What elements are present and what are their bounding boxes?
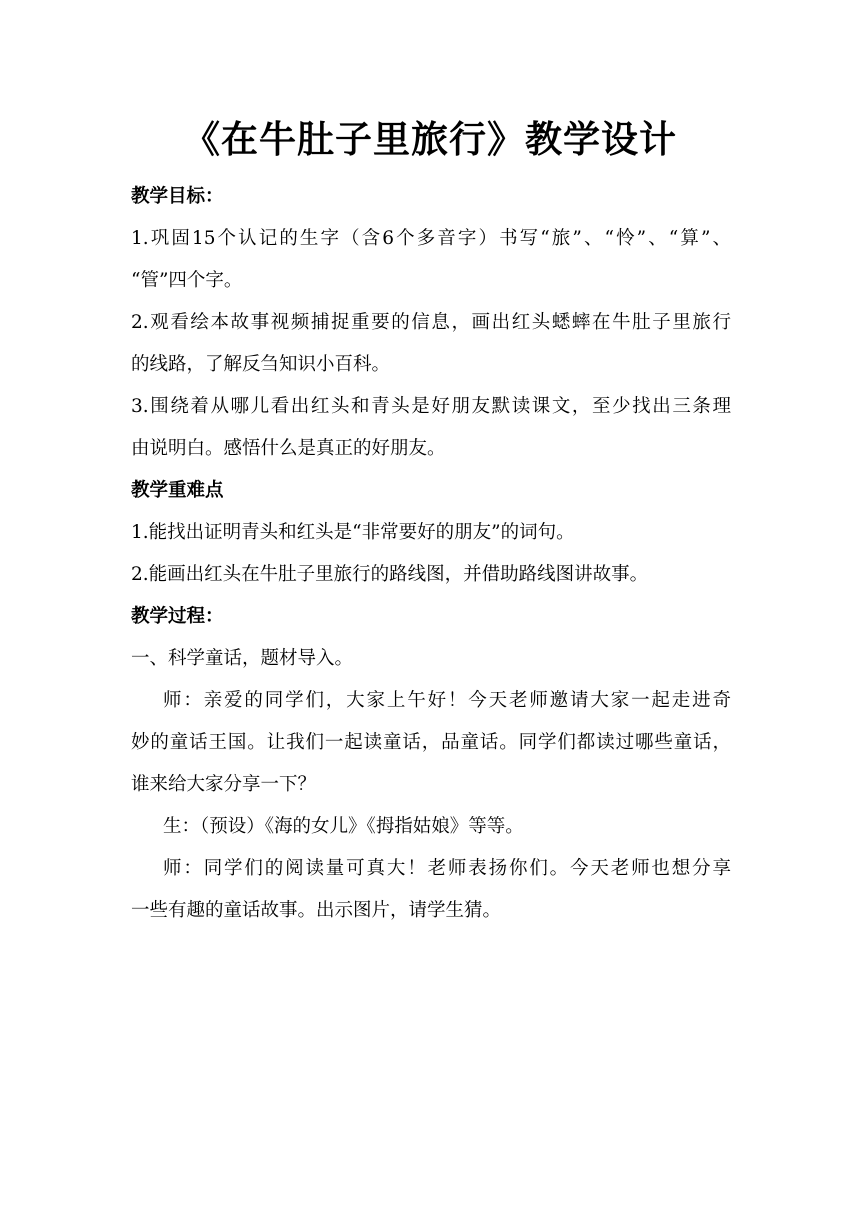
body-line: 由说明白。感悟什么是真正的好朋友。 <box>131 438 446 459</box>
document-title: 《在牛肚子里旅行》教学设计 <box>183 118 677 161</box>
body-line: 1.巩固15个认记的生字（含6个多音字）书写“旅”、“怜”、“算”、 <box>131 228 731 249</box>
body-line: 师：亲爱的同学们，大家上午好！今天老师邀请大家一起走进奇 <box>163 690 731 711</box>
document-body <box>131 176 731 932</box>
body-line: 妙的童话王国。让我们一起读童话，品童话。同学们都读过哪些童话， <box>131 732 731 753</box>
body-line: 生：（预设）《海的女儿》《拇指姑娘》等等。 <box>163 816 524 837</box>
body-line: 2.能画出红头在牛肚子里旅行的路线图，并借助路线图讲故事。 <box>131 564 649 585</box>
body-line: 师：同学们的阅读量可真大！老师表扬你们。今天老师也想分享 <box>163 858 731 879</box>
section-heading-objectives: 教学目标： <box>131 186 224 207</box>
body-line: 一些有趣的童话故事。出示图片，请学生猜。 <box>131 900 502 921</box>
body-line: 谁来给大家分享一下？ <box>131 774 317 795</box>
body-line: “管”四个字。 <box>131 270 243 291</box>
body-line: 1.能找出证明青头和红头是“非常要好的朋友”的词句。 <box>131 522 575 543</box>
body-line: 一、科学童话，题材导入。 <box>131 648 354 669</box>
section-heading-process: 教学过程： <box>131 606 224 627</box>
body-line: 2.观看绘本故事视频捕捉重要的信息，画出红头蟋蟀在牛肚子里旅行 <box>131 312 731 333</box>
body-line: 的线路，了解反刍知识小百科。 <box>131 354 391 375</box>
body-line: 3.围绕着从哪儿看出红头和青头是好朋友默读课文，至少找出三条理 <box>131 396 731 417</box>
section-heading-key-points: 教学重难点 <box>131 480 224 501</box>
